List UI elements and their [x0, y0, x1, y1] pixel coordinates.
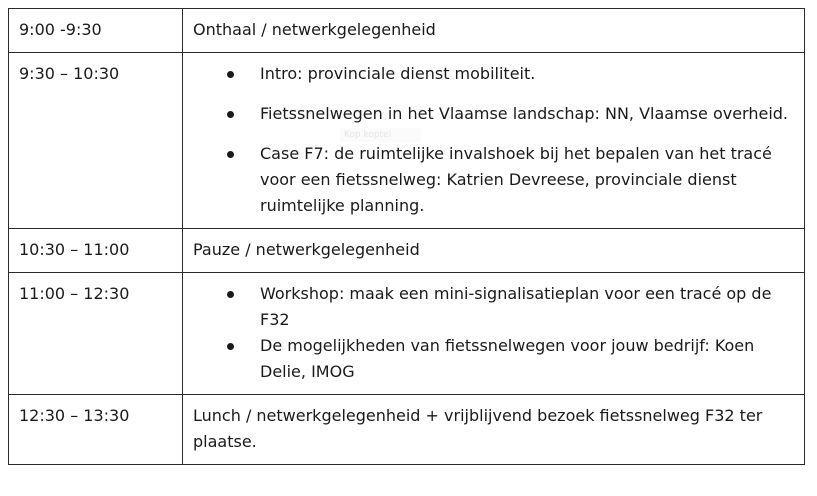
table-row — [9, 273, 805, 395]
table-row — [9, 229, 805, 273]
bullet-list — [193, 61, 794, 219]
time-cell: 12:30 – 13:30 — [9, 395, 183, 465]
activity-cell — [183, 273, 805, 395]
activity-cell — [183, 53, 805, 229]
list-item: Workshop: maak een mini-signalisatieplan voor een tracé op de F32 — [260, 281, 794, 333]
time-cell: 10:30 – 11:00 — [9, 229, 183, 273]
time-cell: 9:30 – 10:30 — [9, 53, 183, 229]
table-row — [9, 395, 805, 465]
time-cell: 11:00 – 12:30 — [9, 273, 183, 395]
list-item: Fietssnelwegen in het Vlaamse landschap: NN, Vlaamse overheid. — [260, 101, 794, 127]
list-item: Intro: provinciale dienst mobiliteit. — [260, 61, 794, 87]
activity-cell: Pauze / netwerkgelegenheid — [183, 229, 805, 273]
schedule-table — [8, 8, 805, 465]
list-item: De mogelijkheden van fietssnelwegen voor jouw bedrijf: Koen Delie, IMOG — [260, 333, 794, 385]
activity-cell: Lunch / netwerkgelegenheid + vrijblijvend bezoek fietssnelweg F32 ter plaatse. — [183, 395, 805, 465]
activity-cell: Onthaal / netwerkgelegenheid — [183, 9, 805, 53]
ghost-style-label: Kop koptel — [340, 128, 421, 142]
time-cell: 9:00 -9:30 — [9, 9, 183, 53]
list-item: Case F7: de ruimtelijke invalshoek bij het bepalen van het tracé voor een fietssnelweg: Katrien Devreese, provinciale dienst ruimtelijke planning. — [260, 141, 794, 219]
bullet-list — [193, 281, 794, 385]
table-row — [9, 9, 805, 53]
